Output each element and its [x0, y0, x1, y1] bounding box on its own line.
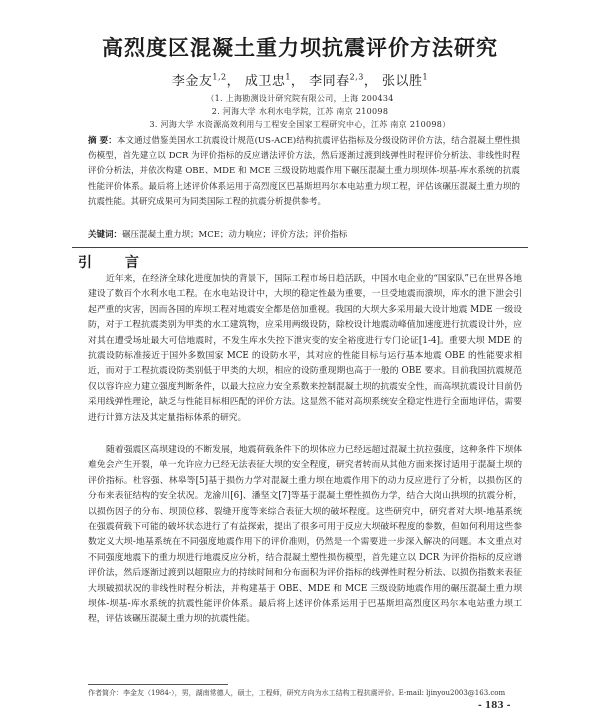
section-divider — [72, 247, 528, 248]
page-number: - 183 - — [478, 701, 511, 711]
author-affil-mark: 1,2 — [212, 72, 227, 82]
footnote-divider — [88, 684, 228, 685]
author-name: 李金友 — [171, 74, 213, 89]
author-affil-mark: 1 — [285, 72, 291, 82]
affiliation-3: 3. 河海大学 水资源高效利用与工程安全国家工程研究中心，江苏 南京 210098） — [149, 120, 451, 129]
author-list — [0, 70, 600, 89]
abstract-label: 摘 要： — [88, 136, 117, 146]
affiliation-1: （1. 上海勘测设计研究院有限公司，上海 200434 — [206, 94, 394, 103]
abstract-text: 本文通过借鉴美国水工抗震设计规范(US-ACE)结构抗震评估指标及分级设防评价方法，结合混凝土塑性损伤模型，首先建立以 DCR 为评价指标的反应谱法评价方法，然后逐渐过渡到线弹性时程评价分析法、非线性时程评价分析法，并依次构建 OBE、MDE 和 MCE 三级设防地震作用下碾压混凝土重力坝坝体-坝基-库水系统的抗震性能评价体系。最后将上述评价体系运用于高烈度区巴基斯坦玛尔本电站重力坝工程，评估该碾压混凝土重力坝的抗震性能。其研究成果可为同类国际工程的抗震分析提供参考。 — [88, 136, 520, 207]
author-affil-mark: 2,3 — [349, 72, 364, 82]
author-name: 张以胜 — [381, 74, 423, 89]
author-name: 成卫忠 — [244, 74, 286, 89]
keywords — [88, 228, 520, 242]
affiliation-2: 2. 河海大学 水利水电学院，江苏 南京 210098 — [211, 107, 389, 116]
abstract — [88, 134, 520, 210]
paper-title: 高烈度区混凝土重力坝抗震评价方法研究 — [102, 35, 498, 60]
author-footnote: 作者简介：李金友（1984-），男，湖南常德人，硕士，工程师，研究方向为水工结构工程抗震评价。E-mail: ljinyou2003@163.com — [88, 689, 506, 697]
author-separator: ， — [226, 74, 241, 89]
body-paragraph-2: 随着强震区高坝建设的不断发展，地震荷载条件下的坝体应力已经远超过混凝土抗拉强度，这种条件下坝体难免会产生开裂，单一允许应力已经无法表征大坝的安全程度，研究者转而从其他方面来探讨适用于混凝土坝的评价指标。杜容强、林皋等[5]基于损伤力学对混凝土重力坝在地震作用下的动力反应进行了分析，以损伤区的分布来表征结构的安全状况。龙渝川[6]、潘坚文[7]等基于混凝土塑性损伤力学，结合大岗山拱坝的抗震分析，以损伤因子的分布、坝顶位移、裂缝开度等来综合表征大坝的破坏程度。这些研究中，研究者对大坝-地基系统在强震荷载下可能的破坏状态进行了有益探索，提出了很多可用于反应大坝破坏程度的参数，但如何利用这些参数定义大坝-地基系统在不同强度地震作用下的评价准则，仍然是一个需要进一步深入解决的问题。本文重点对不同强度地震下的重力坝进行地震反应分析，结合混凝土塑性损伤模型，首先建立以 DCR 为评价指标的反应谱评价法，然后逐渐过渡到以超限应力的持续时间和分布面积为评价指标的线弹性时程分析法、以损伤指数来表征大坝破损状况的非线性时程分析法，并构建基于 OBE、MDE 和 MCE 三级设防地震作用的碾压混凝土重力坝坝体-坝基-库水系统的抗震性能评价体系。最后将上述评价体系运用于巴基斯坦高烈度区玛尔本电站重力坝工程，评估该碾压混凝土重力坝的抗震性能。 — [88, 445, 522, 625]
keywords-label: 关键词： — [88, 230, 123, 240]
author-separator: ， — [363, 74, 378, 89]
author-affil-mark: 1 — [422, 72, 429, 82]
body-paragraph-1: 近年来，在经济全球化进度加快的背景下，国际工程市场日趋活跃，中国水电企业的“国家队”已在世界各地建设了数百个水利水电工程。在水电站设计中，大坝的稳定性最为重要，一旦受地震而溃坝，库水的泄下泄会引起严重的灾害，因而各国的库坝工程对地震安全都是倍加重视。我国的大坝大多采用最大设计地震 MDE 一级设防，对于工程抗震类别为甲类的水工建筑物，应采用两级设防，除校设计地震动峰值加速度进行抗震设计外，应对其在遭受场址最大可信地震时，不发生库水失控下泄灾变的安全裕度进行专门论证[1-4]。重要大坝 MDE 的抗震设防标准接近于国外多数国家 MCE 的设防水平，其对应的性能目标与运行基本地震 OBE 的性能要求相近，而对于工程抗震设防类别低于甲类的大坝，相应的设防重现期也高于一般的 OBE 要求。目前我国抗震规范仅以容许应力建立强度判断条件，以最大拉应力安全系数来控制混凝土坝的抗震安全性，而高坝抗震设计目前仍采用线弹性理论，缺乏与性能目标相匹配的评价方法。这显然不能对高坝系统安全稳定性进行全面地评估，需要进行计算方法及其定量指标体系的研究。 — [88, 274, 522, 423]
section-heading: 引 言 — [78, 255, 153, 271]
author-separator: ， — [290, 74, 305, 89]
keywords-text: 碾压混凝土重力坝；MCE；动力响应；评价方法；评价指标 — [122, 230, 348, 240]
author-name: 李同春 — [309, 74, 350, 89]
